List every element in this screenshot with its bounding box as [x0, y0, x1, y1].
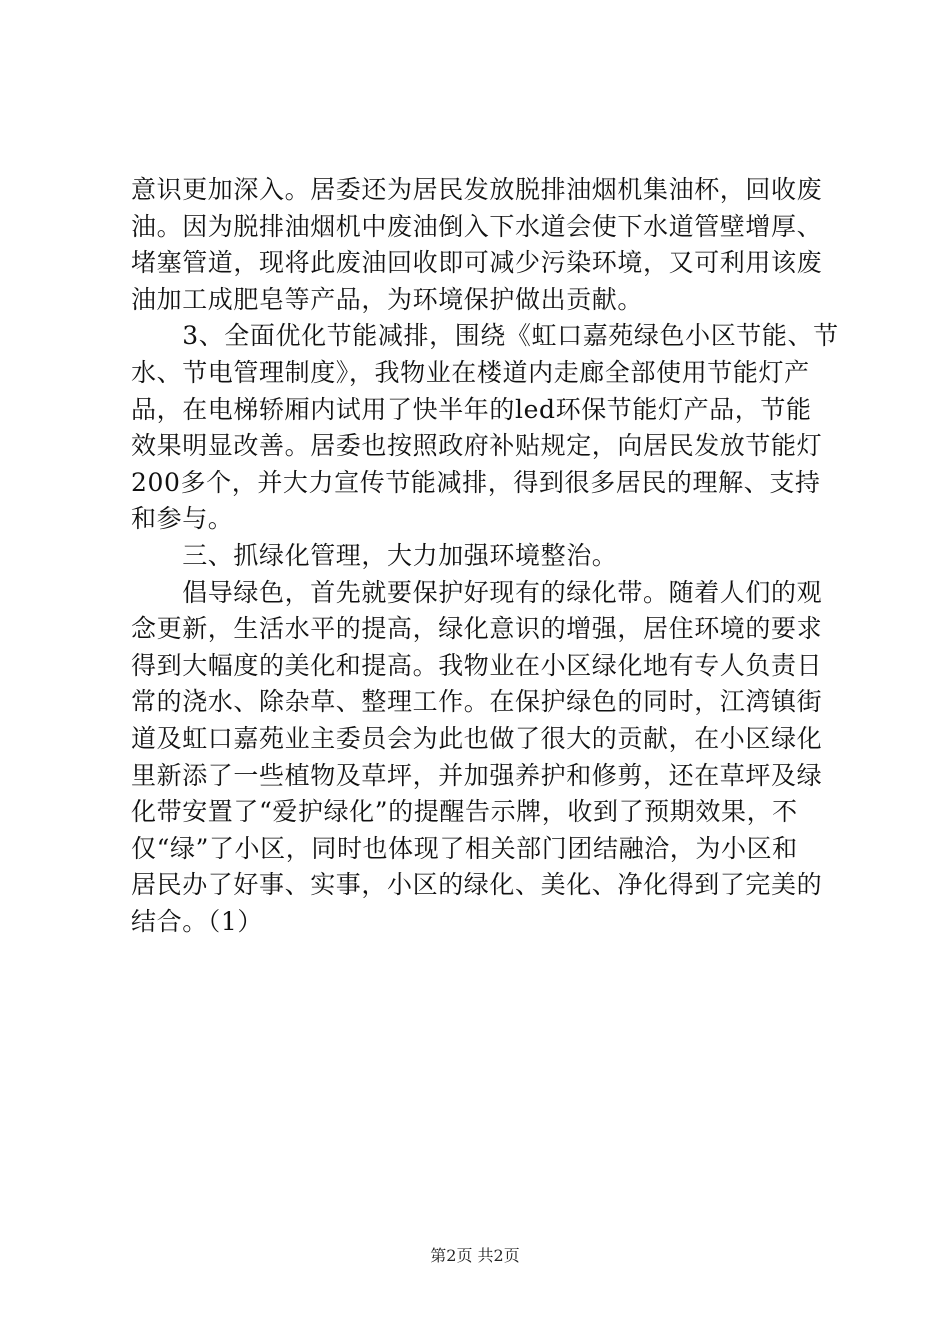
text-line: 效果明显改善。居委也按照政府补贴规定，向居民发放节能灯 — [131, 431, 823, 461]
text-line: 化带安置了“爱护绿化”的提醒告示牌，收到了预期效果，不 — [131, 797, 798, 827]
text-line: 200多个，并大力宣传节能减排，得到很多居民的理解、支持 — [131, 467, 821, 497]
text-line: 居民办了好事、实事，小区的绿化、美化、净化得到了完美的 — [131, 870, 823, 900]
body-text — [131, 172, 839, 940]
text-line: 油。因为脱排油烟机中废油倒入下水道会使下水道管壁增厚、 — [131, 211, 823, 241]
text-line: 常的浇水、除杂草、整理工作。在保护绿色的同时，江湾镇街 — [131, 687, 823, 717]
text-line: 念更新，生活水平的提高，绿化意识的增强，居住环境的要求 — [131, 614, 823, 644]
text-line: 倡导绿色，首先就要保护好现有的绿化带。随着人们的观 — [131, 577, 823, 607]
text-line: 意识更加深入。居委还为居民发放脱排油烟机集油杯，回收废 — [131, 175, 823, 204]
section-heading: 三、抓绿化管理，大力加强环境整治。 — [131, 540, 618, 570]
text-line: 品，在电梯轿厢内试用了快半年的led环保节能灯产品，节能 — [131, 394, 812, 424]
text-line: 道及虹口嘉苑业主委员会为此也做了很大的贡献，在小区绿化 — [131, 723, 823, 753]
text-line: 水、节电管理制度》，我物业在楼道内走廊全部使用节能灯产 — [131, 357, 810, 387]
text-line: 仅“绿”了小区，同时也体现了相关部门团结融洽，为小区和 — [131, 833, 798, 863]
text-line: 结合。（1） — [131, 906, 264, 936]
text-line: 油加工成肥皂等产品，为环境保护做出贡献。 — [131, 284, 644, 314]
text-line: 堵塞管道，现将此废油回收即可减少污染环境，又可利用该废 — [131, 248, 823, 278]
page-number-footer: 第2页 共2页 — [430, 1246, 520, 1265]
text-line: 里新添了一些植物及草坪，并加强养护和修剪，还在草坪及绿 — [131, 760, 823, 790]
text-line: 和参与。 — [131, 504, 234, 534]
text-line: 3、全面优化节能减排，围绕《虹口嘉苑绿色小区节能、节 — [131, 321, 839, 351]
text-line: 得到大幅度的美化和提高。我物业在小区绿化地有专人负责日 — [131, 650, 823, 680]
